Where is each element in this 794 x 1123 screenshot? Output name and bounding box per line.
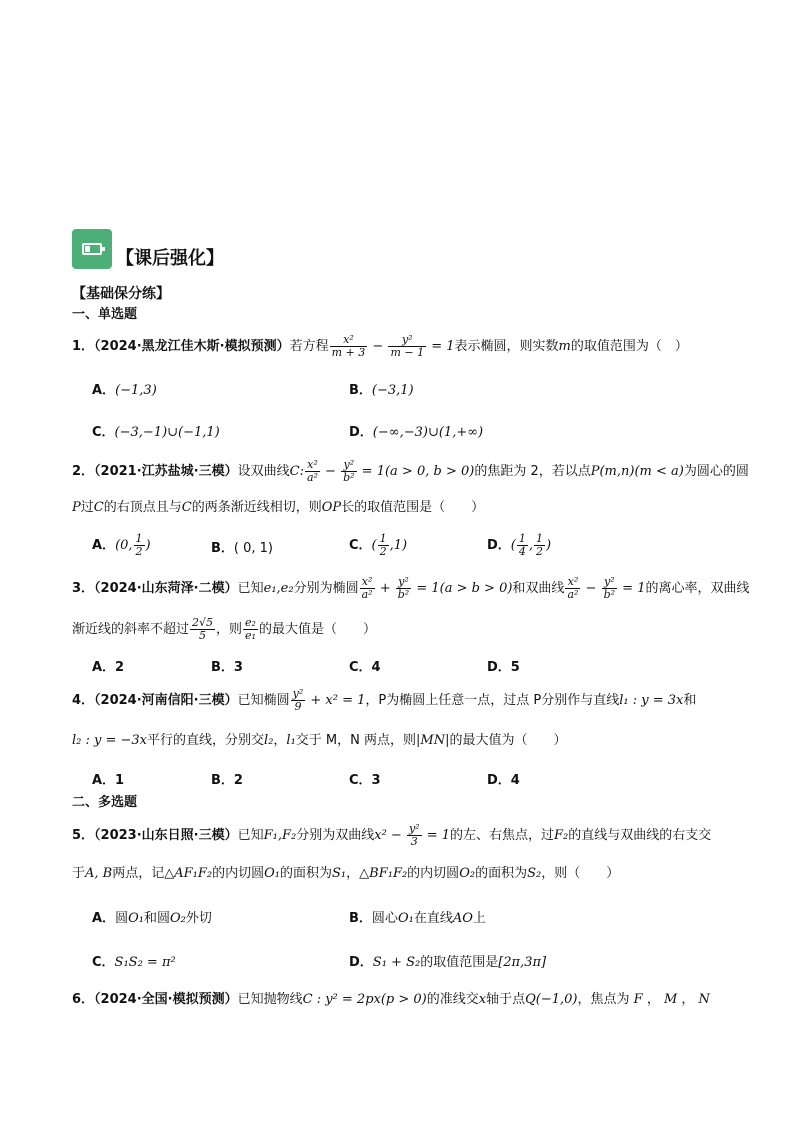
q4-option-b[interactable]: B．2 <box>211 773 243 788</box>
question-5-line-2: 于A, B两点，记△AF₁F₂的内切圆O₁的面积为S₁，△BF₁F₂的内切圆O₂的面积为S₂，则（ ） <box>72 866 620 881</box>
q2-option-d[interactable]: D．( $\frac{1}{4}$ , $\frac{1}{2}$ ) <box>487 532 552 558</box>
q3-option-a[interactable]: A．2 <box>92 660 125 675</box>
q1-option-c[interactable]: C．(−3,−1)∪(−1,1) <box>92 425 220 440</box>
question-3-line-2: 渐近线的斜率不超过 $\frac{2√5}{5}$ ，则 $\frac{\text{e₂}}{\text{e₁}}$ 的最大值是（ ） <box>72 616 376 642</box>
q2-option-c[interactable]: C．( $\frac{1}{2}$ ,1) <box>349 532 408 558</box>
q5-option-c[interactable]: C．S₁S₂ = π² <box>92 955 176 970</box>
q3-option-d[interactable]: D．5 <box>487 660 520 675</box>
section-header <box>72 229 224 269</box>
question-1: 1．（2024·黑龙江佳木斯·模拟预测）若方程 $\frac{\text{x²}}{m + 3}$ − $\frac{\text{y²}}{m - 1}$ = 1表示椭圆，则实数m的取值范围为（ ） <box>72 333 688 359</box>
question-5-line-1: 5．（2023·山东日照·三模）已知F₁,F₂分别为双曲线x² − $\frac{\text{y²}}{3}$ = 1的左、右焦点，过F₂的直线与双曲线的右支交 <box>72 822 712 848</box>
question-2-line-1: 2．（2021·江苏盐城·三模）设双曲线C: $\frac{\text{x²}}{\text{a²}}$ − $\frac{\text{y²}}{\text{b²}}$ = 1(a > 0, b > 0)的焦距为 2，若以点P(m,n)(m < a)为圆心的圆 <box>72 458 749 484</box>
q4-option-d[interactable]: D．4 <box>487 773 520 788</box>
q5-option-d[interactable]: D．S₁ + S₂的取值范围是[2π,3π] <box>349 955 547 970</box>
question-2-line-2: P过C的右顶点且与C的两条渐近线相切，则OP长的取值范围是（ ） <box>72 500 485 515</box>
q1-option-a[interactable]: A．(−1,3) <box>92 383 157 398</box>
q2-option-a[interactable]: A．(0, $\frac{1}{2}$ ) <box>92 532 151 558</box>
q5-option-a[interactable]: A．圆O₁和圆O₂外切 <box>92 911 212 926</box>
question-4-line-2: l₂ : y = −3x平行的直线，分别交l₂，l₁交于 M，N 两点，则|MN|的最大值为（ ） <box>72 733 567 748</box>
question-4-line-1: 4．（2024·河南信阳·三模）已知椭圆 $\frac{\text{y²}}{9}$ + x² = 1，P为椭圆上任意一点，过点 P分别作与直线l₁ : y = 3x和 <box>72 687 697 713</box>
q3-option-c[interactable]: C．4 <box>349 660 381 675</box>
q3-option-b[interactable]: B．3 <box>211 660 243 675</box>
q4-option-a[interactable]: A．1 <box>92 773 125 788</box>
question-3-line-1: 3．（2024·山东菏泽·二模）已知e₁,e₂分别为椭圆 $\frac{\text{x²}}{\text{a²}}$ + $\frac{\text{y²}}{\text{b²}}$ = 1(a > b > 0)和双曲线 $\frac{\text{x²}}{\text{a²}}$ − $\frac{\text{y²}}{\text{b²}}$ = 1的离心率，双曲线 <box>72 575 750 601</box>
section-title: 【课后强化】 <box>116 248 224 269</box>
q4-option-c[interactable]: C．3 <box>349 773 381 788</box>
part-multiple-choice: 二、多选题 <box>72 795 138 810</box>
sub-heading: 【基础保分练】 <box>72 286 170 302</box>
q1-option-d[interactable]: D．(−∞,−3)∪(1,+∞) <box>349 425 484 440</box>
q1-option-b[interactable]: B．(−3,1) <box>349 383 414 398</box>
battery-icon <box>72 229 112 269</box>
q5-option-b[interactable]: B．圆心O₁在直线AO上 <box>349 911 486 926</box>
q2-option-b[interactable]: B．( 0, 1) <box>211 541 274 556</box>
part-single-choice: 一、单选题 <box>72 307 138 322</box>
question-6-line-1: 6．（2024·全国·模拟预测）已知抛物线C : y² = 2px(p > 0)的准线交x轴于点Q(−1,0)，焦点为 F ， M ， N <box>72 992 710 1007</box>
